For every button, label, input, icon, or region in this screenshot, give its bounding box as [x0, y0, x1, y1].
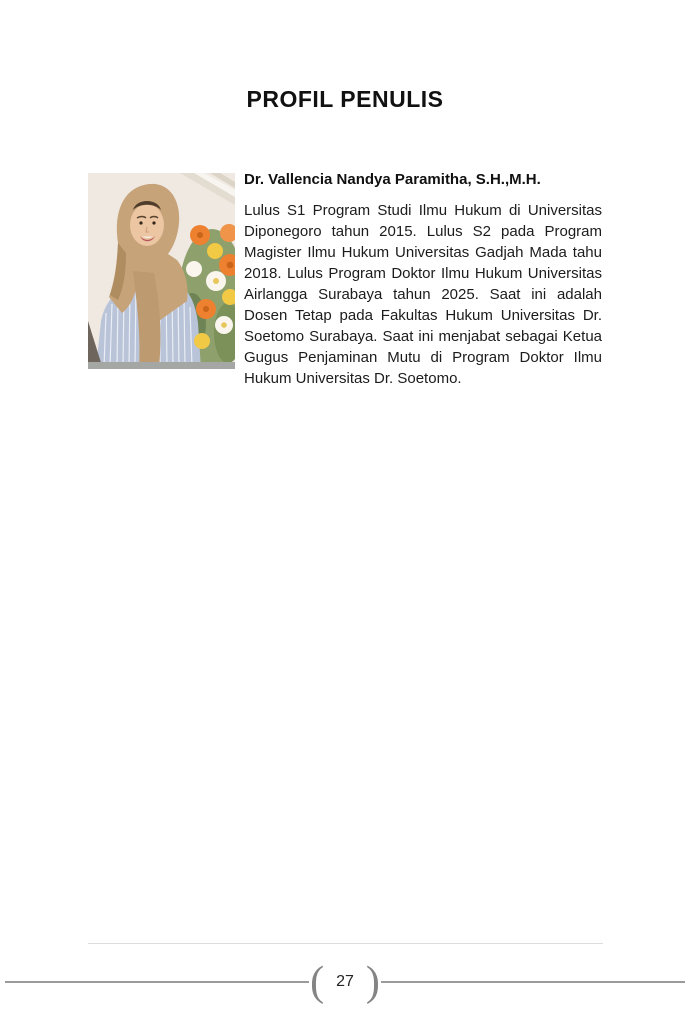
page-number: 27: [336, 973, 354, 990]
author-portrait-illustration: [88, 173, 235, 369]
author-bio: Lulus S1 Program Studi Ilmu Hukum di Universitas Diponegoro tahun 2015. Lulus S2 pada Program Magister Ilmu Hukum Universitas Gadjah Mada tahu 2018. Lulus Program Doktor Ilmu Hukum Universitas Airlangga Surabaya tahun 2025. Saat ini adalah Dosen Tetap pada Fakultas Hukum Universitas Dr. Soetomo Surabaya. Saat ini menjabat sebagai Ketua Gugus Penjaminan Mutu di Program Doktor Ilmu Hukum Universitas Dr. Soetomo.: [244, 202, 602, 387]
author-name: Dr. Vallencia Nandya Paramitha, S.H.,M.H.: [244, 171, 541, 188]
footer-rule-right: [381, 981, 685, 983]
page-number-bracket-right-icon: ): [365, 959, 380, 1005]
page-number-bracket-left-icon: (: [310, 959, 325, 1005]
page-footer: [5, 959, 685, 1005]
page-title: PROFIL PENULIS: [246, 86, 444, 112]
footer-rule-left: [5, 981, 309, 983]
author-photo: [88, 173, 235, 369]
footer-divider: [88, 943, 603, 944]
author-profile-section: [88, 169, 602, 389]
